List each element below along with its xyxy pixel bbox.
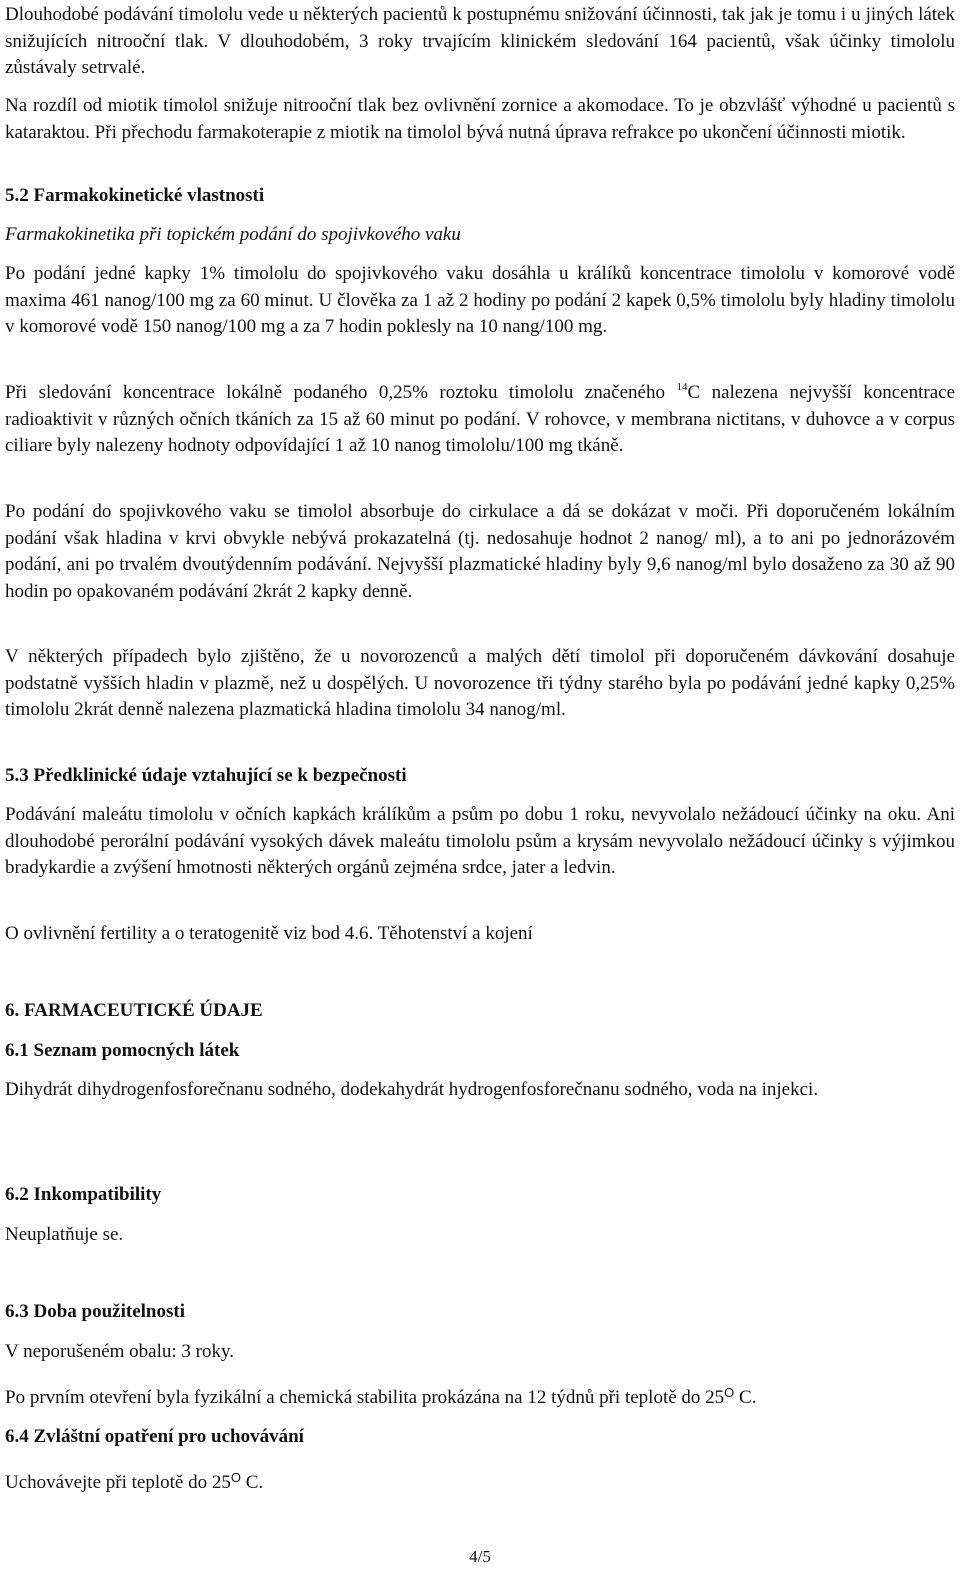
heading-6-1: 6.1 Seznam pomocných látek xyxy=(5,1040,240,1061)
paragraph-miotics-comparison: Na rozdíl od miotik timolol snižuje nitrooční tlak bez ovlivnění zornice a akomodace. To je obzvlášť výhodné u pacientů s kataraktou. Při přechodu farmakoterapie z miotik na timolol bývá nutná úprava refrakce po ukončení účinnosti miotik. xyxy=(5,95,955,143)
paragraph-systemic-absorption: Po podání do spojivkového vaku se timolol absorbuje do cirkulace a dá se dokázat v moči. Při doporučeném lokálním podání však hladina v krvi obvykle nebývá prokazatelná (tj. nedosahuje hodnot 2 nanog/ ml), a to ani po jednorázovém podání, ani po trvalém dvoutýdenním podávání. Nejvyšší plazmatické hladiny byly 9,6 nanog/ml bylo dosaženo za 30 až 90 hodin po opakovaném podávání 2krát 2 kapky denně. xyxy=(5,501,955,602)
paragraph-in-use-stability xyxy=(5,1385,756,1412)
text-segment: Při sledování koncentrace lokálně podaného 0,25% roztoku timololu značeného xyxy=(5,382,677,403)
subheading-topical-pharmacokinetics: Farmakokinetika při topickém podání do spojivkového vaku xyxy=(5,224,461,245)
paragraph-excipients: Dihydrát dihydrogenfosforečnanu sodného, dodekahydrát hydrogenfosforečnanu sodného, voda na injekci. xyxy=(5,1079,819,1100)
paragraph-aqueous-humor: Po podání jedné kapky 1% timololu do spojivkového vaku dosáhla u králíků koncentrace timololu v komorové vodě maxima 461 nanog/100 mg za 60 minut. U člověka za 1 až 2 hodiny po podání 2 kapek 0,5% timololu byly hladiny timololu v komorové vodě 150 nanog/100 mg a za 7 hodin poklesly na 10 nang/100 mg. xyxy=(5,263,955,337)
heading-6-2: 6.2 Inkompatibility xyxy=(5,1184,162,1205)
paragraph-long-term-efficacy: Dlouhodobé podávání timololu vede u některých pacientů k postupnému snižování účinnosti, tak jak je tomu i u jiných látek snižujících nitrooční tlak. V dlouhodobém, 3 roky trvajícím klinickém sledování 164 pacientů, však účinky timololu zůstávaly setrvalé. xyxy=(5,4,955,78)
paragraph-fertility-reference: O ovlivnění fertility a o teratogenitě viz bod 4.6. Těhotenství a kojení xyxy=(5,923,533,944)
paragraph-shelf-life: V neporušeném obalu: 3 roky. xyxy=(5,1341,235,1362)
paragraph-radioactivity xyxy=(5,380,955,460)
page-number: 4/5 xyxy=(469,1547,491,1566)
paragraph-incompatibilities: Neuplatňuje se. xyxy=(5,1224,124,1245)
degree-symbol: O xyxy=(230,1470,241,1485)
text-segment: C nalezena nejvyšší koncentrace radioaktivit v různých očních tkáních za 15 až 60 minut po podání. V rohovce, v membrana nictitans, v duhovce a v corpus ciliare byly nalezeny hodnoty odpovídající 1 až 10 nanog timololu/100 mg tkáně. xyxy=(5,382,956,456)
isotope-superscript: 14 xyxy=(676,381,688,393)
heading-5-2: 5.2 Farmakokinetické vlastnosti xyxy=(5,185,265,206)
heading-6: 6. FARMACEUTICKÉ ÚDAJE xyxy=(5,1000,263,1021)
degree-symbol: O xyxy=(724,1385,735,1400)
heading-5-3: 5.3 Předklinické údaje vztahující se k bezpečnosti xyxy=(5,765,407,786)
text-segment: Po prvním otevření byla fyzikální a chemická stabilita prokázána na 12 týdnů při teplotě do 25 xyxy=(5,1387,725,1408)
paragraph-newborns: V některých případech bylo zjištěno, že u novorozenců a malých dětí timolol při doporučeném dávkování dosahuje podstatně vyšších hladin v plazmě, než u dospělých. U novorozence tři týdny starého byla po podávání jedné kapky 0,25% timololu 2krát denně nalezena plazmatická hladina timololu 34 nanog/ml. xyxy=(5,646,955,720)
heading-6-3: 6.3 Doba použitelnosti xyxy=(5,1301,185,1322)
paragraph-preclinical: Podávání maleátu timololu v očních kapkách králíkům a psům po dobu 1 roku, nevyvolalo nežádoucí účinky na oku. Ani dlouhodobé perorální podávání vysokých dávek maleátu timololu psům a krysám nevyvolalo nežádoucí účinky s výjimkou bradykardie a zvýšení hmotnosti některých orgánů zejména srdce, jater a ledvin. xyxy=(5,804,955,878)
text-segment: Uchovávejte při teplotě do 25 xyxy=(5,1472,231,1493)
heading-6-4: 6.4 Zvláštní opatření pro uchovávání xyxy=(5,1426,304,1447)
text-segment: C. xyxy=(734,1387,757,1408)
paragraph-storage xyxy=(5,1470,263,1497)
text-segment: C. xyxy=(240,1472,264,1493)
